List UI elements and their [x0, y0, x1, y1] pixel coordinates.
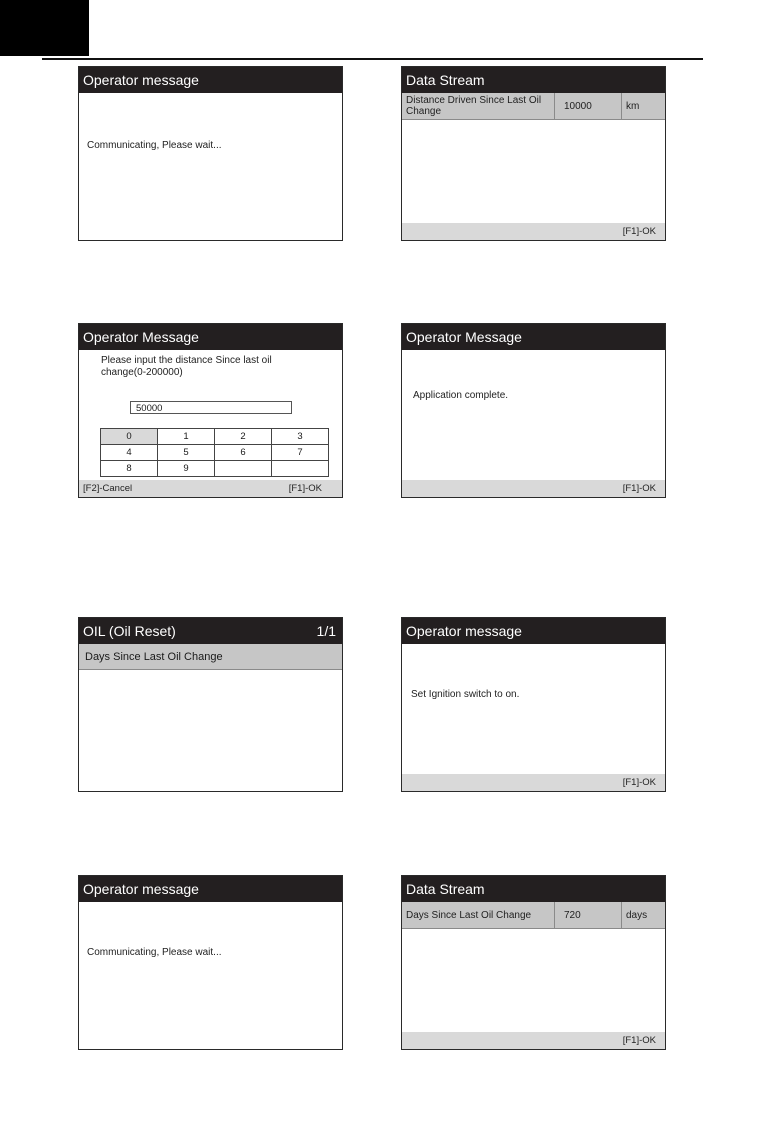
input-prompt	[101, 355, 272, 379]
key-7[interactable]: 7	[272, 445, 329, 461]
key-3[interactable]: 3	[272, 429, 329, 445]
parameter-unit: days	[622, 902, 665, 928]
screen-footer	[402, 480, 665, 497]
page-indicator: 1/1	[316, 623, 336, 639]
screen-input-distance	[78, 323, 343, 498]
parameter-name: Days Since Last Oil Change	[402, 902, 555, 928]
screen-footer	[79, 480, 342, 497]
numeric-keypad	[100, 428, 329, 477]
key-empty	[272, 461, 329, 477]
screen-footer	[402, 774, 665, 791]
parameter-unit: km	[622, 93, 665, 119]
data-stream-row[interactable]	[402, 93, 665, 120]
ok-button[interactable]: [F1]-OK	[288, 483, 322, 494]
screen-communicating-1	[78, 66, 343, 241]
page-corner-tab	[0, 0, 89, 56]
key-6[interactable]: 6	[215, 445, 272, 461]
screen-title: Data Stream	[402, 67, 665, 93]
key-1[interactable]: 1	[158, 429, 215, 445]
prompt-line-2: change(0-200000)	[101, 367, 183, 378]
screen-data-stream-distance	[401, 66, 666, 241]
screen-oil-reset-menu	[78, 617, 343, 792]
screen-title: Operator message	[402, 618, 665, 644]
menu-item[interactable]: Days Since Last Oil Change	[79, 644, 342, 670]
key-empty	[215, 461, 272, 477]
key-8[interactable]: 8	[101, 461, 158, 477]
parameter-name: Distance Driven Since Last Oil Change	[402, 93, 555, 119]
status-message: Application complete.	[413, 390, 509, 401]
screen-communicating-2	[78, 875, 343, 1050]
key-2[interactable]: 2	[215, 429, 272, 445]
distance-input[interactable]: 50000	[130, 401, 292, 414]
key-5[interactable]: 5	[158, 445, 215, 461]
ok-button[interactable]: [F1]-OK	[622, 1035, 656, 1046]
screen-set-ignition	[401, 617, 666, 792]
screen-footer	[402, 223, 665, 240]
prompt-line-1: Please input the distance Since last oil	[101, 355, 272, 366]
screen-application-complete	[401, 323, 666, 498]
cancel-button[interactable]: [F2]-Cancel	[83, 483, 133, 494]
status-message: Communicating, Please wait...	[87, 947, 222, 958]
parameter-value: 10000	[555, 93, 622, 119]
ok-button[interactable]: [F1]-OK	[622, 483, 656, 494]
screen-title: Operator message	[79, 876, 342, 902]
ok-button[interactable]: [F1]-OK	[622, 777, 656, 788]
parameter-value: 720	[555, 902, 622, 928]
key-9[interactable]: 9	[158, 461, 215, 477]
status-message: Communicating, Please wait...	[87, 140, 222, 151]
data-stream-row[interactable]	[402, 902, 665, 929]
header-rule	[42, 58, 703, 60]
menu-title: OIL (Oil Reset)	[83, 623, 176, 639]
screen-footer	[402, 1032, 665, 1049]
key-4[interactable]: 4	[101, 445, 158, 461]
screen-data-stream-days	[401, 875, 666, 1050]
screen-title: Operator Message	[79, 324, 342, 350]
screen-title	[79, 618, 342, 644]
status-message: Set Ignition switch to on.	[411, 689, 520, 700]
key-0[interactable]: 0	[101, 429, 158, 445]
screen-title: Operator message	[79, 67, 342, 93]
screen-title: Operator Message	[402, 324, 665, 350]
screen-title: Data Stream	[402, 876, 665, 902]
ok-button[interactable]: [F1]-OK	[622, 226, 656, 237]
